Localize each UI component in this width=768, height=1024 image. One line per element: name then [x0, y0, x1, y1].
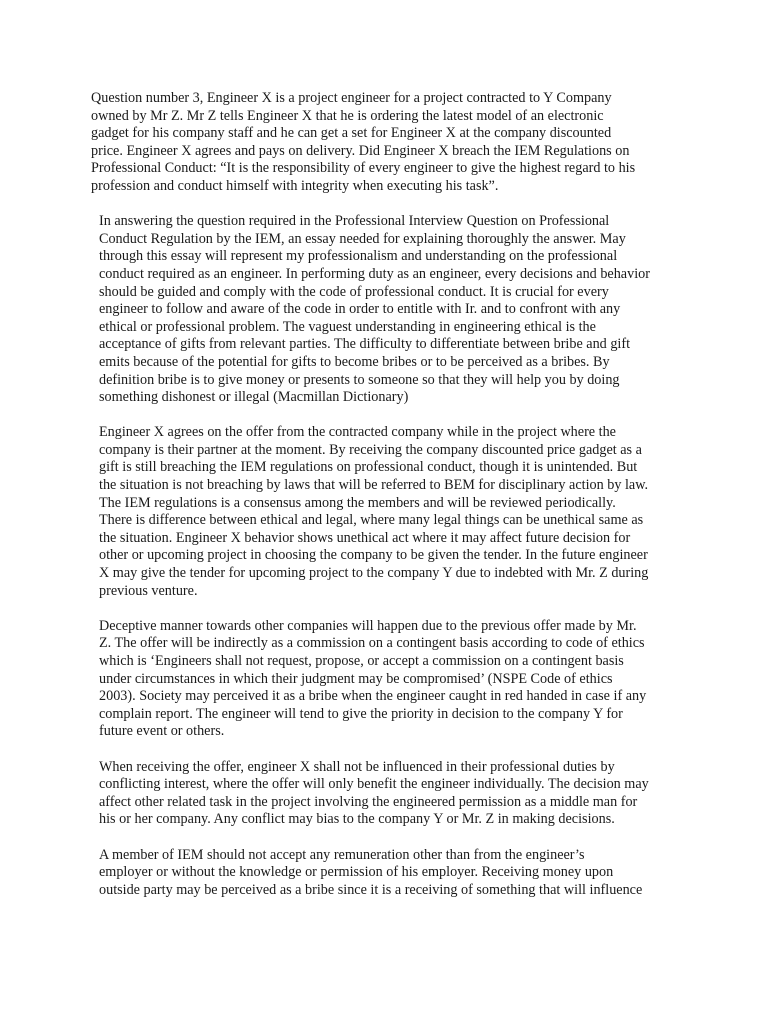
text-line: conflicting interest, where the offer will only benefit the engineer individually. The decision may — [99, 776, 649, 793]
paragraph — [91, 759, 691, 829]
text-line: gift is still breaching the IEM regulations on professional conduct, though it is unintended. But — [99, 459, 638, 476]
text-line: the situation is not breaching by laws that will be referred to BEM for disciplinary action by law. — [99, 477, 649, 494]
text-line: When receiving the offer, engineer X shall not be influenced in their professional duties by — [99, 758, 615, 775]
text-line: should be guided and comply with the code of professional conduct. It is crucial for every — [99, 283, 609, 300]
text-line: under circumstances in which their judgment may be compromised’ (NSPE Code of ethics — [99, 670, 613, 687]
paragraph — [91, 213, 691, 407]
text-line: emits because of the potential for gifts to become bribes or to be perceived as a bribes. By — [99, 353, 610, 370]
text-line: profession and conduct himself with integrity when executing his task”. — [91, 177, 499, 194]
text-line: his or her company. Any conflict may bias to the company Y or Mr. Z in making decisions. — [99, 811, 615, 828]
paragraph — [91, 847, 691, 900]
text-line: the situation. Engineer X behavior shows unethical act where it may affect future decision for — [99, 529, 631, 546]
text-line: future event or others. — [99, 723, 225, 740]
text-line: company is their partner at the moment. By receiving the company discounted price gadget as a — [99, 441, 642, 458]
text-line: ethical or professional problem. The vaguest understanding in engineering ethical is the — [99, 318, 596, 335]
text-line: Professional Conduct: “It is the responsibility of every engineer to give the highest regard to his — [91, 160, 636, 177]
text-line: Conduct Regulation by the IEM, an essay needed for explaining thoroughly the answer. May — [99, 230, 626, 247]
document-page — [91, 90, 691, 917]
text-line: engineer to follow and aware of the code in order to entitle with Ir. and to confront with any — [99, 301, 621, 318]
text-line: Engineer X agrees on the offer from the contracted company while in the project where the — [99, 424, 616, 441]
text-line: conduct required as an engineer. In performing duty as an engineer, every decisions and behavior — [99, 265, 650, 282]
text-line: previous venture. — [99, 582, 198, 599]
text-line: A member of IEM should not accept any remuneration other than from the engineer’s — [99, 846, 585, 863]
text-line: price. Engineer X agrees and pays on delivery. Did Engineer X breach the IEM Regulations on — [91, 142, 630, 159]
text-line: Deceptive manner towards other companies will happen due to the previous offer made by Mr. — [99, 617, 637, 634]
text-line: gadget for his company staff and he can get a set for Engineer X at the company discounted — [91, 125, 612, 142]
paragraph — [91, 424, 691, 600]
text-line: complain report. The engineer will tend to give the priority in decision to the company Y for — [99, 705, 623, 722]
text-line: employer or without the knowledge or permission of his employer. Receiving money upon — [99, 864, 614, 881]
text-line: Question number 3, Engineer X is a project engineer for a project contracted to Y Company — [91, 90, 612, 106]
paragraph — [91, 618, 691, 741]
text-line: which is ‘Engineers shall not request, propose, or accept a commission on a contingent basis — [99, 653, 624, 669]
text-line: outside party may be perceived as a bribe since it is a receiving of something that will influence — [99, 881, 643, 898]
text-line: The IEM regulations is a consensus among the members and will be reviewed periodically. — [99, 494, 616, 511]
text-line: through this essay will represent my professionalism and understanding on the professional — [99, 248, 618, 265]
text-line: 2003). Society may perceived it as a bribe when the engineer caught in red handed in case if any — [99, 688, 647, 705]
text-line: affect other related task in the project involving the engineered permission as a middle man for — [99, 793, 638, 810]
paragraph — [91, 90, 691, 196]
text-line: definition bribe is to give money or presents to someone so that they will help you by doing — [99, 371, 620, 388]
text-line: There is difference between ethical and legal, where many legal things can be unethical same as — [99, 512, 644, 529]
text-line: Z. The offer will be indirectly as a commission on a contingent basis according to code of ethics — [99, 635, 645, 652]
text-line: something dishonest or illegal (Macmillan Dictionary) — [99, 389, 409, 406]
text-line: owned by Mr Z. Mr Z tells Engineer X that he is ordering the latest model of an electronic — [91, 107, 604, 124]
text-line: In answering the question required in the Professional Interview Question on Professional — [99, 213, 610, 230]
text-line: other or upcoming project in choosing the company to be given the tender. In the future engineer — [99, 547, 648, 564]
text-line: acceptance of gifts from relevant parties. The difficulty to differentiate between bribe and gift — [99, 336, 631, 353]
text-line: X may give the tender for upcoming project to the company Y due to indebted with Mr. Z during — [99, 565, 649, 582]
